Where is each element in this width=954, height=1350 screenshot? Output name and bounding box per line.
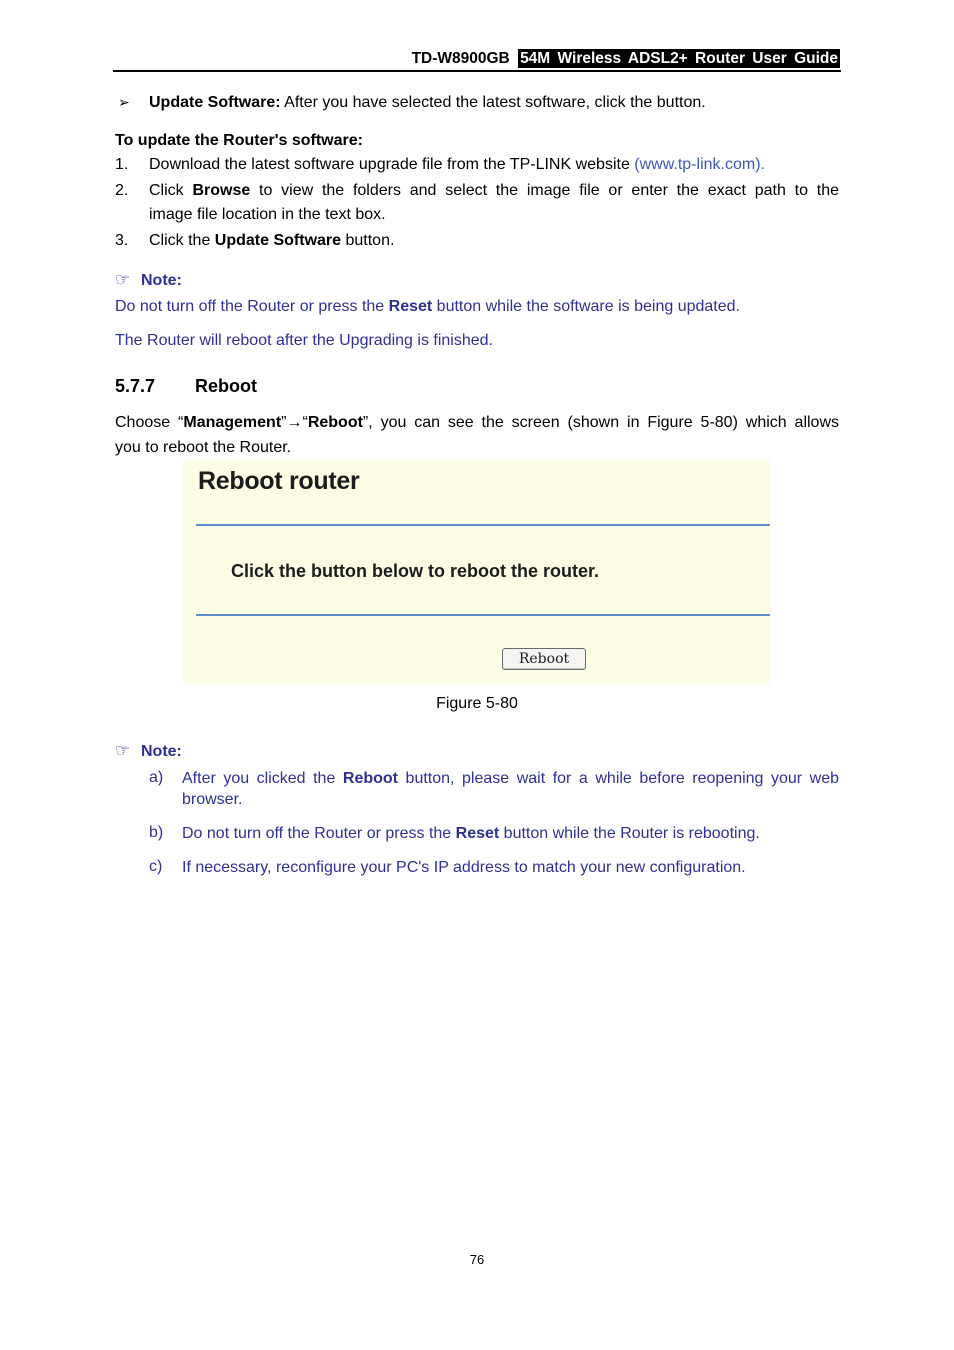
update-software-line — [149, 93, 706, 113]
intro-p2: ” — [281, 414, 287, 431]
step-2-continuation: image file location in the text box. — [149, 206, 386, 223]
arrow-right-icon: → — [286, 414, 303, 431]
bullet-arrow-icon: ➢ — [118, 94, 130, 110]
step-number: 3. — [115, 232, 129, 249]
note-1-label: Note: — [141, 272, 182, 289]
header-guide-title: 54M Wireless ADSL2+ Router User Guide — [520, 50, 838, 67]
intro-reboot: Reboot — [307, 414, 363, 431]
reboot-router-panel — [183, 460, 770, 684]
step-2-browse: Browse — [192, 182, 251, 199]
note-item-a-pre: After you clicked the — [182, 770, 343, 787]
note-item-a-continuation: browser. — [182, 791, 243, 808]
note-item-b — [182, 823, 839, 844]
note-item-label: c) — [149, 858, 163, 875]
header-rule — [113, 70, 841, 72]
step-3-update-software: Update Software — [214, 232, 342, 249]
step-3-text — [149, 231, 394, 251]
update-software-label: Update Software: — [149, 94, 281, 111]
panel-divider-top — [196, 524, 770, 526]
step-1-pre: Download the latest software upgrade file from the TP-LINK website — [149, 156, 635, 173]
reboot-button[interactable]: Reboot — [502, 648, 586, 670]
step-2-post: to view the folders and select the image file or enter the exact path to the — [250, 182, 840, 199]
procedure-title: To update the Router's software: — [115, 132, 363, 149]
note-1-line-2: The Router will reboot after the Upgrading is finished. — [115, 332, 493, 349]
note-2-heading — [115, 741, 182, 762]
intro-line-1 — [115, 413, 839, 433]
figure-caption: Figure 5-80 — [436, 695, 518, 712]
pointing-hand-icon: ☞ — [115, 270, 131, 289]
note-item-b-pre: Do not turn off the Router or press the — [182, 825, 456, 842]
step-1-text — [149, 155, 765, 175]
note-1-reset: Reset — [388, 298, 433, 315]
note-1-line-1 — [115, 297, 740, 317]
note-2-label: Note: — [141, 743, 182, 760]
tp-link-website-link[interactable]: (www.tp-link.com). — [634, 156, 765, 173]
intro-p1: Choose “ — [115, 414, 184, 431]
intro-line-2: you to reboot the Router. — [115, 439, 292, 456]
note-item-label: b) — [149, 824, 164, 841]
section-number: 5.7.7 — [115, 376, 156, 396]
note-item-a-reboot: Reboot — [342, 770, 399, 787]
step-2-text — [149, 181, 839, 201]
section-title: Reboot — [195, 376, 257, 396]
update-software-text: After you have selected the latest software, click the button. — [280, 94, 706, 111]
intro-management: Management — [183, 414, 282, 431]
note-item-label: a) — [149, 769, 164, 786]
panel-divider-bottom — [196, 614, 770, 616]
note-1-line-1-pre: Do not turn off the Router or press the — [115, 298, 389, 315]
pointing-hand-icon: ☞ — [115, 741, 131, 760]
step-number: 2. — [115, 182, 129, 199]
step-3-post: button. — [341, 232, 395, 249]
note-item-c: If necessary, reconfigure your PC's IP address to match your new configuration. — [182, 859, 746, 876]
page-number: 76 — [469, 1252, 485, 1267]
note-item-a — [182, 768, 839, 789]
note-item-b-reset: Reset — [455, 825, 500, 842]
step-2-pre: Click — [149, 182, 193, 199]
note-item-b-post: button while the Router is rebooting. — [499, 825, 760, 842]
step-number: 1. — [115, 156, 129, 173]
note-1-heading — [115, 270, 182, 291]
panel-title: Reboot router — [198, 467, 360, 495]
intro-p4: ”, you can see the screen (shown in Figure 5-80) which allows — [362, 414, 840, 431]
page-header — [113, 49, 840, 71]
intro-p3: “ — [302, 414, 308, 431]
note-item-a-post: button, please wait for a while before reopening your web — [398, 770, 840, 787]
note-1-line-1-post: button while the software is being updated. — [432, 298, 740, 315]
panel-message: Click the button below to reboot the router. — [231, 561, 599, 581]
header-model: TD-W8900GB — [411, 50, 510, 67]
step-3-pre: Click the — [149, 232, 215, 249]
